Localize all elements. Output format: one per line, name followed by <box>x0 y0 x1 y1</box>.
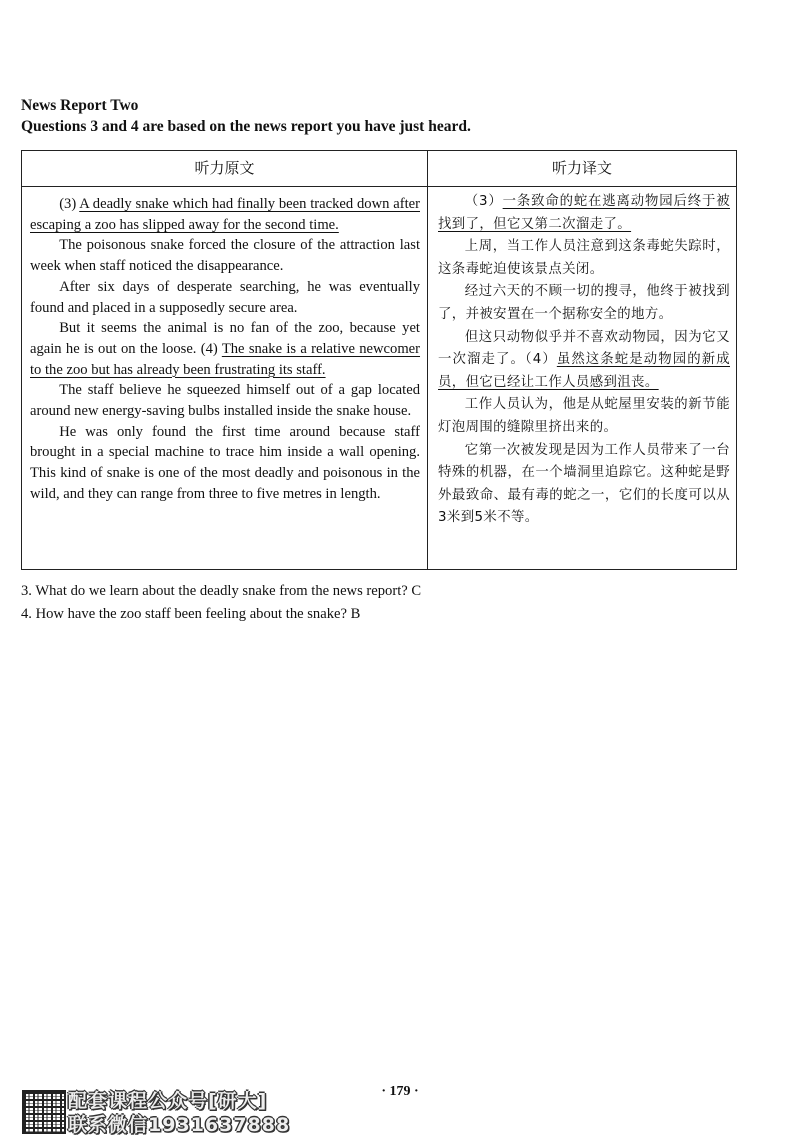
english-paragraph-6: He was only found the first time around because staff brought in a special machine to trace him inside a wall opening. This kind of snake is one of the most deadly and poisonous in the wild, and they can range from three to five metres in length. <box>30 423 420 502</box>
section-instruction: Questions 3 and 4 are based on the news report you have just heard. <box>21 118 471 135</box>
question-3: 3. What do we learn about the deadly snake from the news report? C <box>21 583 422 599</box>
chinese-paragraph-4-text: 但这只动物似乎并不喜欢动物园，因为它又一次溜走了。（4） <box>438 329 730 368</box>
chinese-paragraph-1 <box>438 191 730 236</box>
english-paragraph-4 <box>30 318 420 380</box>
english-paragraph-2: The poisonous snake forced the closure of the attraction last week when staff noticed the disappearance. <box>30 237 420 275</box>
section-title: News Report Two <box>21 97 139 114</box>
qr-code-icon <box>22 1090 66 1134</box>
table-column-divider <box>427 151 428 569</box>
answer-4-underlined-sentence: The snake is a relative newcomer to the zoo but has already been frustrating its staff. <box>30 340 421 378</box>
transcript-table <box>21 150 737 570</box>
answer-3-underlined-translation: 一条致命的蛇在逃离动物园后终于被找到了，但它又第二次溜走了。 <box>438 194 730 232</box>
question-3-marker: (3) <box>59 196 80 212</box>
table-header-divider <box>22 186 736 187</box>
answer-3-underlined-sentence: A deadly snake which had finally been tracked down after escaping a zoo has slipped away for the second time. <box>30 196 420 233</box>
question-list <box>21 580 721 626</box>
english-paragraph-4-text: But it seems the animal is no fan of the zoo, because yet again he is out on the loose. (4) <box>30 320 420 357</box>
chinese-paragraph-2: 上周，当工作人员注意到这条毒蛇失踪时，这条毒蛇迫使该景点关闭。 <box>438 239 730 277</box>
english-paragraph-1 <box>30 194 420 235</box>
footer-watermark <box>22 1090 322 1138</box>
english-paragraph-5: The staff believe he squeezed himself out of a gap located around new energy-saving bulbs installed inside the snake house. <box>30 382 420 420</box>
watermark-line-2: 联系微信1931637888 <box>68 1114 291 1136</box>
question-3-marker-cn: （3） <box>464 194 503 209</box>
english-paragraph-3: After six days of desperate searching, he was eventually found and placed in a supposedly secure area. <box>30 278 420 316</box>
header-original-text: 听力原文 <box>194 159 255 177</box>
chinese-paragraph-4 <box>438 327 730 395</box>
answer-4-underlined-translation: 虽然这条蛇是动物园的新成员，但它已经让工作人员感到沮丧。 <box>438 352 730 390</box>
watermark-line-1: 配套课程公众号[研大] <box>68 1090 268 1112</box>
chinese-paragraph-3: 经过六天的不顾一切的搜寻，他终于被找到了，并被安置在一个据称安全的地方。 <box>438 284 730 322</box>
english-transcript <box>30 194 420 505</box>
chinese-paragraph-5: 工作人员认为，他是从蛇屋里安装的新节能灯泡周围的缝隙里挤出来的。 <box>438 397 730 435</box>
header-translation: 听力译文 <box>551 159 612 177</box>
chinese-paragraph-6: 它第一次被发现是因为工作人员带来了一台特殊的机器，在一个墙洞里追踪它。这种蛇是野外最致命、最有毒的蛇之一，它们的长度可以从3米到5米不等。 <box>438 442 730 526</box>
page-number: · 179 · <box>381 1084 419 1099</box>
question-4: 4. How have the zoo staff been feeling about the snake? B <box>21 606 361 622</box>
chinese-translation <box>438 191 730 530</box>
